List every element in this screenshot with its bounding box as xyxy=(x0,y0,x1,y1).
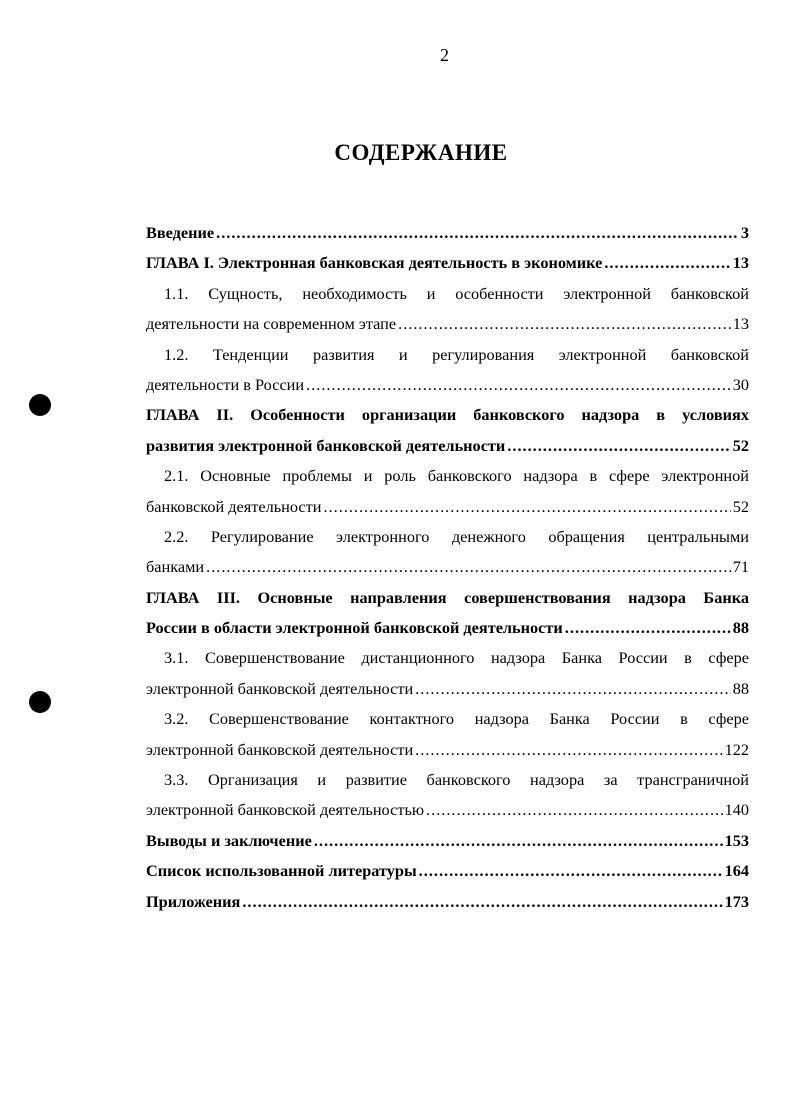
toc-entry-section xyxy=(146,522,749,583)
toc-entry-section xyxy=(146,279,749,340)
toc-entry-chapter xyxy=(146,856,749,886)
toc-entry-line xyxy=(146,492,749,522)
toc-entry-section xyxy=(146,340,749,401)
toc-entry-chapter xyxy=(146,400,749,461)
toc-page-number: 173 xyxy=(724,891,749,911)
toc-dot-leader xyxy=(507,431,730,461)
toc-entry-text: ГЛАВА I. Электронная банковская деятельность в экономике xyxy=(146,253,603,273)
toc-entry-text: 1.2. Тенденции развития и регулирования электронной банковской xyxy=(164,344,749,364)
page-number: 2 xyxy=(440,45,449,65)
punch-hole xyxy=(29,394,51,416)
toc-entry-text: 3.1. Совершенствование дистанционного надзора Банка России в сфере xyxy=(164,648,749,668)
toc-page-number: 13 xyxy=(732,253,749,273)
toc-entry-text: России в области электронной банковской деятельности xyxy=(146,618,563,638)
toc-entry-chapter xyxy=(146,887,749,917)
punch-hole xyxy=(29,691,51,713)
toc-entry-text: развития электронной банковской деятельности xyxy=(146,435,506,455)
toc-entry-text: деятельности на современном этапе xyxy=(146,314,397,334)
toc-entry-text: Приложения xyxy=(146,891,241,911)
toc-page-number: 140 xyxy=(724,800,749,820)
toc-entry-text: деятельности в России xyxy=(146,374,305,394)
toc-dot-leader xyxy=(415,674,731,704)
toc-page-number: 52 xyxy=(732,496,749,516)
toc-dot-leader xyxy=(419,856,723,886)
toc-entry-chapter xyxy=(146,826,749,856)
toc-dot-leader xyxy=(306,370,731,400)
toc-entry-text: электронной банковской деятельности xyxy=(146,739,414,759)
toc-entry-chapter xyxy=(146,583,749,644)
toc-entry-line xyxy=(146,795,749,825)
table-of-contents xyxy=(146,218,749,917)
toc-entry-line xyxy=(146,674,749,704)
toc-entry-section xyxy=(146,765,749,826)
toc-entry-line xyxy=(146,856,749,886)
toc-dot-leader xyxy=(242,887,722,917)
toc-dot-leader xyxy=(415,735,722,765)
toc-dot-leader xyxy=(323,492,730,522)
toc-entry-text: Введение xyxy=(146,223,215,242)
toc-dot-leader xyxy=(216,218,739,248)
toc-entry-line xyxy=(146,370,749,400)
toc-entry-text: Выводы и заключение xyxy=(146,830,312,850)
toc-dot-leader xyxy=(206,552,731,582)
toc-entry-section xyxy=(146,704,749,765)
toc-entry-chapter xyxy=(146,218,749,248)
toc-page-number: 71 xyxy=(732,557,749,577)
toc-entry-line xyxy=(146,431,749,461)
toc-entry-text: банками xyxy=(146,557,205,577)
toc-dot-leader xyxy=(314,826,723,856)
page-title: СОДЕРЖАНИЕ xyxy=(334,140,508,165)
toc-entry-line xyxy=(146,887,749,917)
toc-entry-text: ГЛАВА III. Основные направления совершенствования надзора Банка xyxy=(146,587,749,607)
toc-entry-line xyxy=(146,735,749,765)
toc-entry-section xyxy=(146,643,749,704)
toc-page-number: 153 xyxy=(724,830,749,850)
toc-entry-text: 1.1. Сущность, необходимость и особенности электронной банковской xyxy=(164,283,749,303)
toc-entry-line xyxy=(146,218,749,248)
toc-dot-leader xyxy=(398,309,731,339)
toc-entry-text: банковской деятельности xyxy=(146,496,322,516)
toc-page-number: 88 xyxy=(732,618,749,638)
toc-entry-line xyxy=(146,552,749,582)
toc-entry-text: электронной банковской деятельности xyxy=(146,678,414,698)
toc-entry-text: электронной банковской деятельностью xyxy=(146,800,425,820)
toc-entry-text: ГЛАВА II. Особенности организации банковского надзора в условиях xyxy=(146,405,749,425)
toc-page-number: 30 xyxy=(732,374,749,394)
toc-entry-text: 3.3. Организация и развитие банковского надзора за трансграничной xyxy=(164,770,749,790)
toc-page-number: 88 xyxy=(732,678,749,698)
toc-entry-line xyxy=(146,826,749,856)
toc-page-number: 122 xyxy=(724,739,749,759)
toc-page-number: 3 xyxy=(740,223,749,242)
toc-page-number: 164 xyxy=(724,861,749,881)
toc-entry-line xyxy=(146,613,749,643)
toc-dot-leader xyxy=(604,248,730,278)
toc-page-number: 13 xyxy=(732,314,749,334)
toc-entry-text: 3.2. Совершенствование контактного надзора Банка России в сфере xyxy=(164,709,749,729)
toc-entry-chapter xyxy=(146,248,749,278)
toc-entry-text: 2.2. Регулирование электронного денежного обращения центральными xyxy=(164,526,749,546)
toc-dot-leader xyxy=(426,795,723,825)
toc-entry-line xyxy=(146,248,749,278)
toc-entry-section xyxy=(146,461,749,522)
toc-entry-line xyxy=(146,309,749,339)
toc-dot-leader xyxy=(565,613,731,643)
toc-entry-text: 2.1. Основные проблемы и роль банковского надзора в сфере электронной xyxy=(164,466,749,486)
toc-entry-text: Список использованной литературы xyxy=(146,861,417,881)
toc-page-number: 52 xyxy=(732,435,749,455)
